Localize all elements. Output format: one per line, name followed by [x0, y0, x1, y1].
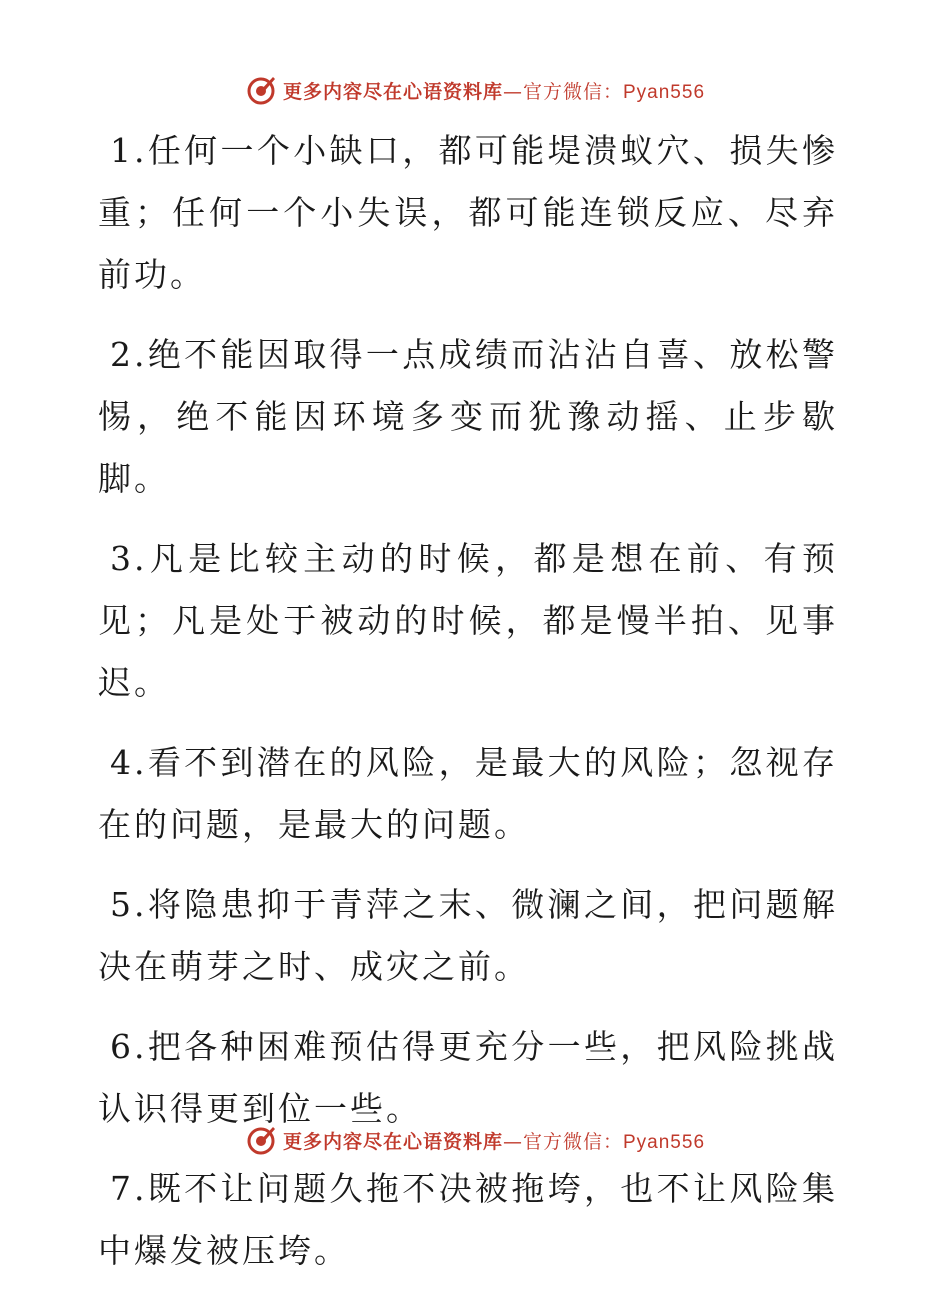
paragraph-number: 3.	[110, 539, 148, 578]
footer-banner-wechat-label: 官方微信：	[522, 1130, 623, 1153]
paragraph-text: 凡是比较主动的时候，都是想在前、有预见；凡是处于被动的时候，都是慢半拍、见事迟。	[98, 539, 838, 702]
paragraph-3	[98, 528, 838, 714]
quill-logo-icon	[245, 1124, 277, 1156]
paragraph-number: 1.	[110, 131, 148, 170]
paragraph-number: 4.	[110, 743, 148, 782]
header-banner-wechat-id: Pyan556	[623, 81, 706, 103]
paragraph-number: 5.	[110, 885, 148, 924]
header-banner-wechat-label: 官方微信：	[522, 80, 623, 103]
paragraph-4	[98, 732, 838, 856]
paragraph-text: 任何一个小缺口，都可能堤溃蚁穴、损失惨重；任何一个小失误，都可能连锁反应、尽弃前功。	[98, 131, 838, 294]
header-banner	[0, 70, 950, 110]
paragraph-7	[98, 1158, 838, 1282]
paragraph-text: 看不到潜在的风险，是最大的风险；忽视存在的问题，是最大的问题。	[98, 743, 838, 844]
footer-banner-dash: —	[502, 1130, 523, 1153]
paragraph-text: 将隐患抑于青萍之末、微澜之间，把问题解决在萌芽之时、成灾之前。	[98, 885, 838, 986]
footer-banner	[0, 1120, 950, 1160]
paragraph-1	[98, 120, 838, 306]
paragraph-number: 6.	[110, 1027, 148, 1066]
paragraph-number: 2.	[110, 335, 148, 374]
paragraph-2	[98, 324, 838, 510]
paragraph-number: 7.	[110, 1169, 148, 1208]
header-banner-dash: —	[502, 80, 523, 103]
header-banner-title: 更多内容尽在心语资料库	[282, 80, 503, 103]
paragraph-text: 既不让问题久拖不决被拖垮，也不让风险集中爆发被压垮。	[98, 1169, 838, 1270]
footer-banner-wechat-id: Pyan556	[623, 1131, 706, 1153]
paragraph-text: 绝不能因取得一点成绩而沾沾自喜、放松警惕，绝不能因环境多变而犹豫动摇、止步歇脚。	[98, 335, 838, 498]
footer-banner-title: 更多内容尽在心语资料库	[282, 1130, 503, 1153]
paragraph-5	[98, 874, 838, 998]
paragraph-text: 把各种困难预估得更充分一些，把风险挑战认识得更到位一些。	[98, 1027, 838, 1128]
header-banner-text	[283, 77, 705, 104]
quill-logo-icon	[245, 74, 277, 106]
footer-banner-text	[283, 1127, 705, 1154]
